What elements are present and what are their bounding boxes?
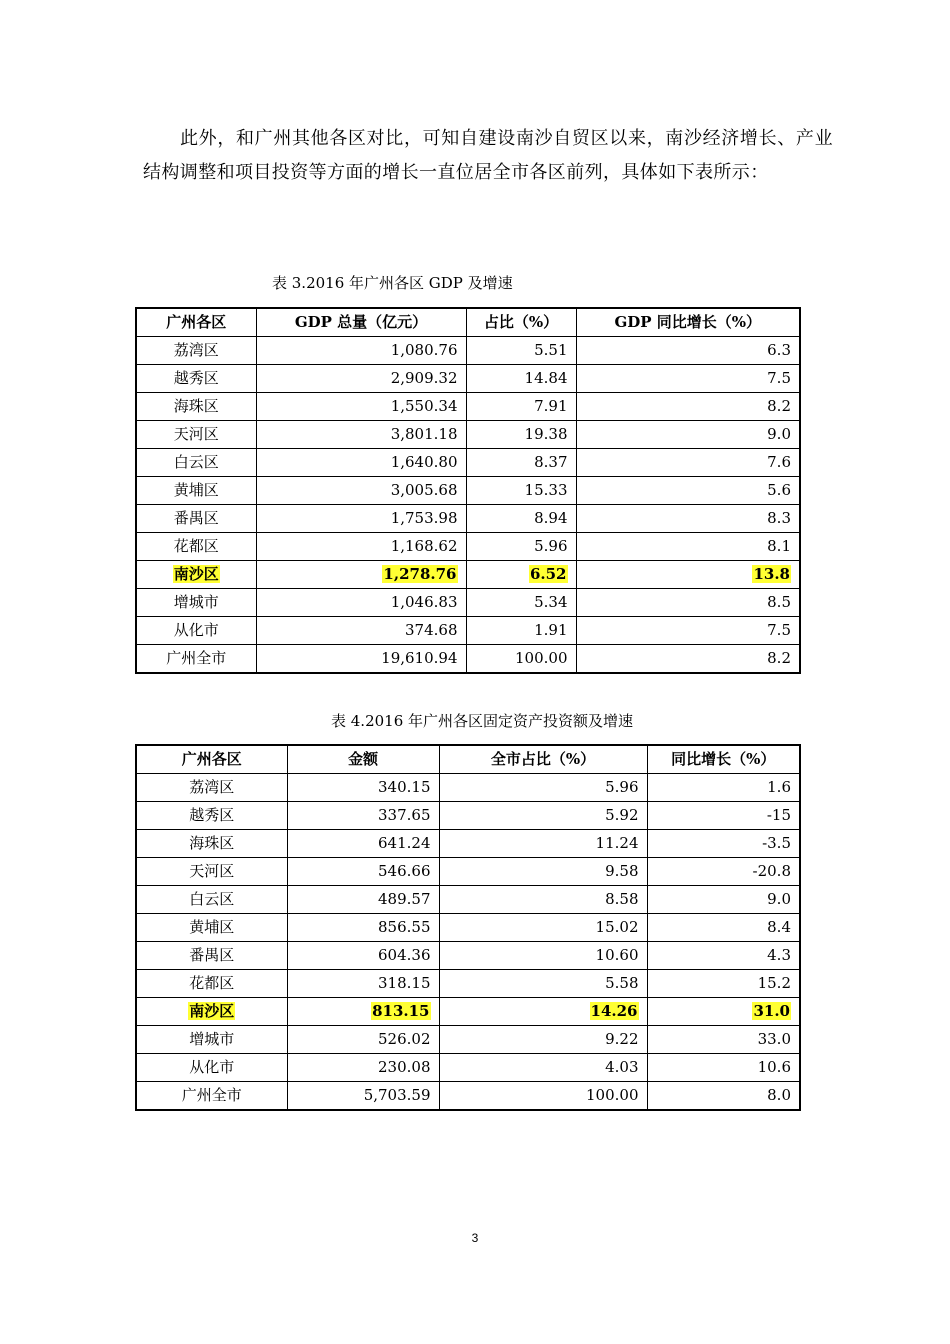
cell-value: 8.2 (767, 649, 791, 667)
table-cell (439, 830, 647, 858)
table-cell (466, 421, 576, 449)
cell-value: 9.58 (605, 862, 639, 880)
cell-value: 白云区 (173, 453, 219, 471)
cell-value: 1,640.80 (390, 453, 458, 471)
table-row (136, 858, 800, 886)
table-cell (647, 886, 800, 914)
table-cell (647, 1054, 800, 1082)
table-cell (647, 998, 800, 1026)
table-cell (439, 886, 647, 914)
table-cell (576, 365, 800, 393)
table-row (136, 830, 800, 858)
cell-value: 5.34 (534, 593, 568, 611)
cell-value: 14.84 (524, 369, 568, 387)
table-cell (287, 858, 439, 886)
cell-value: 11.24 (595, 834, 639, 852)
cell-value: 10.60 (595, 946, 639, 964)
cell-value: 1,046.83 (390, 593, 458, 611)
table-cell (256, 561, 466, 589)
header-yoy-growth: 同比增长（%） (647, 745, 800, 774)
cell-value: 6.3 (767, 341, 791, 359)
table-row (136, 589, 800, 617)
table-cell (466, 449, 576, 477)
cell-value: 从化市 (173, 621, 219, 639)
table-cell (576, 645, 800, 674)
cell-value: 374.68 (405, 621, 458, 639)
cell-value: 海珠区 (189, 834, 235, 852)
table-cell (647, 830, 800, 858)
cell-value: 19,610.94 (381, 649, 458, 667)
cell-value: 荔湾区 (173, 341, 219, 359)
cell-value: 5.96 (605, 778, 639, 796)
table-cell (256, 421, 466, 449)
table-cell (136, 449, 256, 477)
table-cell (576, 393, 800, 421)
table-cell (576, 533, 800, 561)
cell-value: 白云区 (189, 890, 235, 908)
table-row (136, 365, 800, 393)
cell-value: 1,080.76 (390, 341, 458, 359)
header-amount: 金额 (287, 745, 439, 774)
header-district: 广州各区 (136, 745, 287, 774)
cell-value: 5.58 (605, 974, 639, 992)
cell-value: 5.51 (534, 341, 568, 359)
cell-value: -15 (766, 806, 791, 824)
table-cell (439, 970, 647, 998)
table-row (136, 561, 800, 589)
table-cell (136, 858, 287, 886)
table-row (136, 617, 800, 645)
cell-value: 8.3 (767, 509, 791, 527)
table-cell (256, 617, 466, 645)
table-cell (287, 830, 439, 858)
cell-value: 8.37 (534, 453, 568, 471)
table-cell (287, 774, 439, 802)
cell-value: -3.5 (762, 834, 791, 852)
header-gdp-total: GDP 总量（亿元） (256, 308, 466, 337)
cell-value: 8.0 (767, 1086, 791, 1104)
table-cell (256, 365, 466, 393)
cell-value: 318.15 (378, 974, 431, 992)
table-row (136, 970, 800, 998)
cell-value: 7.5 (767, 369, 791, 387)
cell-value: 天河区 (173, 425, 219, 443)
cell-value: 546.66 (378, 862, 431, 880)
cell-value: 856.55 (378, 918, 431, 936)
table-cell (136, 645, 256, 674)
cell-value: 8.94 (534, 509, 568, 527)
cell-value: 19.38 (524, 425, 568, 443)
table-cell (439, 1082, 647, 1111)
cell-value: 越秀区 (173, 369, 219, 387)
intro-paragraph (143, 122, 833, 190)
table-cell (136, 617, 256, 645)
table-row (136, 914, 800, 942)
table-cell (466, 505, 576, 533)
cell-value: -20.8 (752, 862, 791, 880)
table-cell (136, 365, 256, 393)
table-cell (136, 561, 256, 589)
table-cell (439, 1054, 647, 1082)
gdp-table (135, 307, 801, 674)
cell-value: 5.96 (534, 537, 568, 555)
table-cell (439, 914, 647, 942)
table-header-row (136, 745, 800, 774)
table-header-row (136, 308, 800, 337)
table-cell (576, 337, 800, 365)
table1-caption: 表 3.2016 年广州各区 GDP 及增速 (272, 274, 513, 292)
table2-caption: 表 4.2016 年广州各区固定资产投资额及增速 (331, 712, 634, 730)
table-cell (439, 942, 647, 970)
table-cell (466, 365, 576, 393)
intro-text: 此外，和广州其他各区对比，可知自建设南沙自贸区以来，南沙经济增长、产业结构调整和项目投资等方面的增长一直位居全市各区前列，具体如下表所示： (143, 128, 833, 183)
table-row (136, 774, 800, 802)
table-row (136, 1054, 800, 1082)
table-cell (287, 1054, 439, 1082)
cell-value: 番禺区 (173, 509, 219, 527)
cell-value: 7.91 (534, 397, 568, 415)
table-cell (136, 477, 256, 505)
cell-value: 3,801.18 (390, 425, 458, 443)
table-cell (576, 477, 800, 505)
cell-value: 广州全市 (181, 1086, 242, 1104)
table-cell (136, 1054, 287, 1082)
cell-value: 9.0 (767, 890, 791, 908)
table-cell (287, 802, 439, 830)
table-row (136, 337, 800, 365)
cell-value: 33.0 (757, 1030, 791, 1048)
cell-value: 广州全市 (166, 649, 227, 667)
cell-value: 31.0 (753, 1002, 790, 1020)
table-cell (439, 1026, 647, 1054)
table-row (136, 505, 800, 533)
table-cell (287, 1026, 439, 1054)
table-cell (136, 942, 287, 970)
table-cell (136, 421, 256, 449)
table-row (136, 393, 800, 421)
cell-value: 增城市 (189, 1030, 235, 1048)
table-cell (647, 942, 800, 970)
header-gdp-growth: GDP 同比增长（%） (576, 308, 800, 337)
table-cell (136, 886, 287, 914)
table-cell (136, 1026, 287, 1054)
cell-value: 8.2 (767, 397, 791, 415)
table-cell (136, 337, 256, 365)
table-cell (439, 802, 647, 830)
table-cell (647, 970, 800, 998)
cell-value: 5.6 (767, 481, 791, 499)
table-cell (576, 589, 800, 617)
table-cell (439, 858, 647, 886)
cell-value: 230.08 (378, 1058, 431, 1076)
cell-value: 7.5 (767, 621, 791, 639)
table-row (136, 421, 800, 449)
cell-value: 5.92 (605, 806, 639, 824)
header-city-share: 全市占比（%） (439, 745, 647, 774)
table-cell (466, 393, 576, 421)
cell-value: 9.22 (605, 1030, 639, 1048)
investment-table (135, 744, 801, 1111)
cell-value: 15.2 (757, 974, 791, 992)
table-cell (256, 533, 466, 561)
table-row (136, 1026, 800, 1054)
table-cell (576, 421, 800, 449)
table-cell (287, 1082, 439, 1111)
cell-value: 荔湾区 (189, 778, 235, 796)
table-cell (136, 589, 256, 617)
table-row (136, 998, 800, 1026)
table-cell (287, 998, 439, 1026)
cell-value: 1,550.34 (390, 397, 458, 415)
table-cell (466, 645, 576, 674)
cell-value: 526.02 (378, 1030, 431, 1048)
cell-value: 15.33 (524, 481, 568, 499)
cell-value: 340.15 (378, 778, 431, 796)
cell-value: 花都区 (173, 537, 219, 555)
cell-value: 增城市 (173, 593, 219, 611)
cell-value: 9.0 (767, 425, 791, 443)
table-row (136, 477, 800, 505)
cell-value: 3,005.68 (390, 481, 458, 499)
table-cell (136, 802, 287, 830)
table-cell (256, 393, 466, 421)
table-cell (256, 449, 466, 477)
table-cell (136, 533, 256, 561)
cell-value: 813.15 (372, 1002, 430, 1020)
cell-value: 8.5 (767, 593, 791, 611)
cell-value: 4.03 (605, 1058, 639, 1076)
table-cell (439, 774, 647, 802)
cell-value: 1,753.98 (390, 509, 458, 527)
page-number: 3 (471, 1231, 479, 1245)
cell-value: 8.4 (767, 918, 791, 936)
table-cell (136, 393, 256, 421)
table-row (136, 802, 800, 830)
table-cell (136, 774, 287, 802)
table-cell (136, 1082, 287, 1111)
cell-value: 100.00 (586, 1086, 639, 1104)
cell-value: 489.57 (378, 890, 431, 908)
header-share: 占比（%） (466, 308, 576, 337)
cell-value: 海珠区 (173, 397, 219, 415)
table-cell (287, 914, 439, 942)
cell-value: 15.02 (595, 918, 639, 936)
table-cell (256, 645, 466, 674)
cell-value: 4.3 (767, 946, 791, 964)
table-row (136, 942, 800, 970)
table-cell (647, 774, 800, 802)
header-district: 广州各区 (136, 308, 256, 337)
table-cell (136, 998, 287, 1026)
cell-value: 7.6 (767, 453, 791, 471)
cell-value: 337.65 (378, 806, 431, 824)
table-cell (576, 449, 800, 477)
table-cell (576, 561, 800, 589)
cell-value: 641.24 (378, 834, 431, 852)
cell-value: 南沙区 (173, 565, 219, 583)
table-cell (576, 617, 800, 645)
table-cell (466, 477, 576, 505)
table-cell (466, 561, 576, 589)
table-cell (647, 1026, 800, 1054)
cell-value: 5,703.59 (363, 1086, 431, 1104)
table-cell (466, 589, 576, 617)
table-cell (576, 505, 800, 533)
cell-value: 黄埔区 (189, 918, 235, 936)
cell-value: 604.36 (378, 946, 431, 964)
cell-value: 南沙区 (189, 1002, 235, 1020)
table-cell (439, 998, 647, 1026)
table-cell (466, 617, 576, 645)
table-cell (256, 337, 466, 365)
table-cell (647, 914, 800, 942)
cell-value: 1,168.62 (390, 537, 458, 555)
table-row (136, 533, 800, 561)
table-cell (466, 533, 576, 561)
cell-value: 8.58 (605, 890, 639, 908)
cell-value: 2,909.32 (390, 369, 458, 387)
cell-value: 1.6 (767, 778, 791, 796)
cell-value: 花都区 (189, 974, 235, 992)
table-cell (256, 589, 466, 617)
table-cell (647, 802, 800, 830)
table-cell (136, 505, 256, 533)
cell-value: 10.6 (757, 1058, 791, 1076)
cell-value: 13.8 (753, 565, 790, 583)
table-row (136, 449, 800, 477)
table-cell (287, 970, 439, 998)
table-cell (256, 477, 466, 505)
cell-value: 8.1 (767, 537, 791, 555)
cell-value: 1.91 (534, 621, 568, 639)
cell-value: 14.26 (590, 1002, 638, 1020)
table-row (136, 886, 800, 914)
table-cell (647, 858, 800, 886)
table-row (136, 1082, 800, 1111)
table-cell (647, 1082, 800, 1111)
table-cell (287, 886, 439, 914)
table-cell (466, 337, 576, 365)
cell-value: 越秀区 (189, 806, 235, 824)
cell-value: 黄埔区 (173, 481, 219, 499)
table-cell (136, 970, 287, 998)
table-row (136, 645, 800, 674)
table-cell (256, 505, 466, 533)
table-cell (287, 942, 439, 970)
table-cell (136, 914, 287, 942)
cell-value: 天河区 (189, 862, 235, 880)
cell-value: 从化市 (189, 1058, 235, 1076)
cell-value: 100.00 (515, 649, 568, 667)
cell-value: 1,278.76 (383, 565, 457, 583)
cell-value: 6.52 (529, 565, 567, 583)
cell-value: 番禺区 (189, 946, 235, 964)
table-cell (136, 830, 287, 858)
